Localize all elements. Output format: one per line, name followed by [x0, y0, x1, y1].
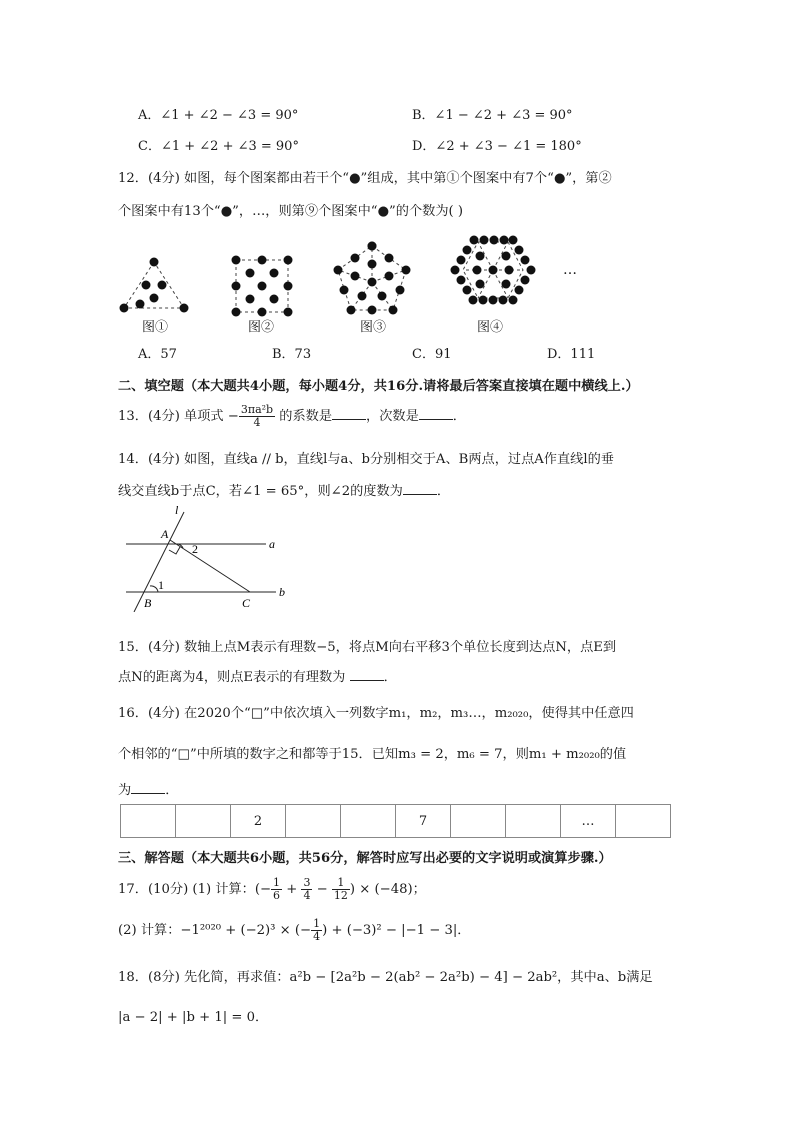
q17-f3-num: 1 [332, 877, 350, 890]
q17-f4-den: 4 [313, 930, 321, 943]
q16-cell-7 [451, 805, 506, 838]
q12-text-line1: 12．(4分) 如图，每个图案都由若干个“●”组成，其中第①个图案中有7个“●”，第② [118, 171, 612, 186]
q17-f3-den: 12 [333, 889, 348, 902]
q16-cell-3: 2 [231, 805, 286, 838]
q11-option-a: A．∠1 + ∠2 − ∠3 = 90° [138, 108, 299, 123]
q15-end: ． [383, 670, 397, 685]
q16-sequence-table [120, 804, 671, 838]
q16-text-line1: 16．(4分) 在2020个“□”中依次填入一列数字m₁，m₂，m₃…，m₂₀₂₀，使得其中任意四 [118, 706, 634, 721]
q12-option-b: B．73 [272, 347, 312, 362]
q14-parallel-lines-figure [118, 506, 298, 612]
q16-cell-1 [121, 805, 176, 838]
pattern-2 [232, 256, 293, 317]
q18-text-line2: |a − 2| + |b + 1| = 0． [118, 1010, 269, 1025]
pattern-3 [334, 242, 411, 315]
q16-sequence-row [121, 805, 671, 838]
q16-cell-2 [176, 805, 231, 838]
q12-fig-label-4: 图④ [477, 320, 504, 335]
q13-blank-degree [419, 407, 453, 420]
q12-pattern-ellipsis: … [563, 262, 577, 278]
q17-fraction-4 [311, 918, 322, 943]
q15-line2-text: 点N的距离为4，则点E表示的有理数为 [118, 670, 346, 685]
q11-option-b: B．∠1 − ∠2 + ∠3 = 90° [412, 108, 573, 123]
q14-end: ． [436, 484, 451, 499]
q13-blank-coefficient [332, 407, 366, 420]
q16-cell-5 [341, 805, 396, 838]
q13-prefix: 13．(4分) 单项式 − [118, 409, 239, 424]
q17-f2-den: 4 [303, 889, 311, 902]
q17-f2-num: 3 [303, 876, 311, 889]
q14-label-A: A [161, 527, 169, 541]
q14-blank [403, 482, 437, 495]
pattern-4 [451, 236, 536, 305]
q13-line [118, 404, 466, 429]
q12-fig-label-3: 图③ [360, 320, 387, 335]
q16-end: ． [165, 783, 179, 798]
q12-text-line2: 个图案中有13个“●”，…，则第⑨个图案中“●”的个数为( ) [118, 204, 463, 219]
q17-fraction-3 [332, 877, 350, 902]
q15-text-line2 [118, 666, 397, 685]
q17-op2: − [312, 882, 332, 897]
q17-f1-num: 1 [273, 876, 281, 889]
q17-part1-suffix: ) × (−48)； [349, 882, 426, 897]
q16-line3-text: 为 [118, 783, 132, 798]
q14-label-a: a [269, 537, 275, 551]
q14-label-B: B [144, 596, 152, 610]
q17-f4-num: 1 [313, 917, 321, 930]
q12-option-c: C．91 [412, 347, 452, 362]
q17-f1-den: 6 [273, 889, 281, 902]
q17-op1: + [282, 882, 302, 897]
q13-frac-denominator: 4 [253, 416, 261, 429]
q18-text-line1: 18．(8分) 先化简，再求值：a²b − [2a²b − 2(ab² − 2a²b) − 4] − 2ab²，其中a、b满足 [118, 970, 653, 985]
q16-blank [131, 781, 165, 794]
q14-label-l: l [175, 506, 179, 517]
q16-text-line2: 个相邻的“□”中所填的数字之和都等于15．已知m₃ = 2，m₆ = 7，则m₁ + m₂₀₂₀的值 [118, 747, 627, 762]
pattern-1 [120, 258, 189, 313]
q12-dot-patterns-figure [110, 228, 590, 338]
q11-option-d: D．∠2 + ∠3 − ∠1 = 180° [412, 139, 582, 154]
section-2-title: 二、填空题（本大题共4小题，每小题4分，共16分.请将最后答案直接填在题中横线上.） [118, 379, 639, 394]
q16-text-line3 [118, 779, 178, 798]
section-3-title: 三、解答题（本大题共6小题，共56分，解答时应写出必要的文字说明或演算步骤.） [118, 851, 612, 866]
q17-part2-prefix: (2) 计算：−1²⁰²⁰ + (−2)³ × (− [118, 923, 312, 938]
q14-line2-text: 线交直线b于点C，若∠1 = 65°，则∠2的度数为 [118, 484, 403, 499]
q12-fig-label-2: 图② [248, 320, 275, 335]
q13-mid: ，次数是 [366, 409, 419, 424]
q15-text-line1: 15．(4分) 数轴上点M表示有理数−5，将点M向右平移3个单位长度到达点N，点E到 [118, 640, 617, 655]
q17-fraction-2 [301, 877, 312, 902]
q16-cell-6: 7 [396, 805, 451, 838]
q14-text-line2 [118, 480, 450, 499]
q17-part2 [118, 918, 470, 943]
q12-fig-label-1: 图① [142, 320, 169, 335]
q16-cell-10 [616, 805, 671, 838]
q17-fraction-1 [271, 877, 282, 902]
q16-cell-4 [286, 805, 341, 838]
q12-option-d: D．111 [547, 347, 596, 362]
q14-label-angle2: 2 [192, 542, 198, 556]
q12-option-a: A．57 [138, 347, 177, 362]
q17-part1-prefix: 17．(10分) (1) 计算：(− [118, 882, 272, 897]
q13-frac-numerator: 3πa²b [240, 403, 274, 416]
q14-text-line1: 14．(4分) 如图，直线a // b，直线l与a、b分别相交于A、B两点，过点A作直线l的垂 [118, 452, 614, 467]
q16-cell-8 [506, 805, 561, 838]
q13-fraction [239, 404, 275, 429]
q17-part1 [118, 877, 426, 902]
q17-part2-suffix: ) + (−3)² − |−1 − 3|． [322, 923, 471, 938]
q16-cell-9: … [561, 805, 616, 838]
q14-label-angle1: 1 [158, 578, 164, 592]
q13-suffix: 的系数是 [275, 409, 333, 424]
q14-label-C: C [242, 596, 251, 610]
q14-label-b: b [279, 585, 285, 599]
q13-end: ． [452, 409, 466, 424]
q15-blank [350, 668, 384, 681]
q11-option-c: C．∠1 + ∠2 + ∠3 = 90° [138, 139, 299, 154]
